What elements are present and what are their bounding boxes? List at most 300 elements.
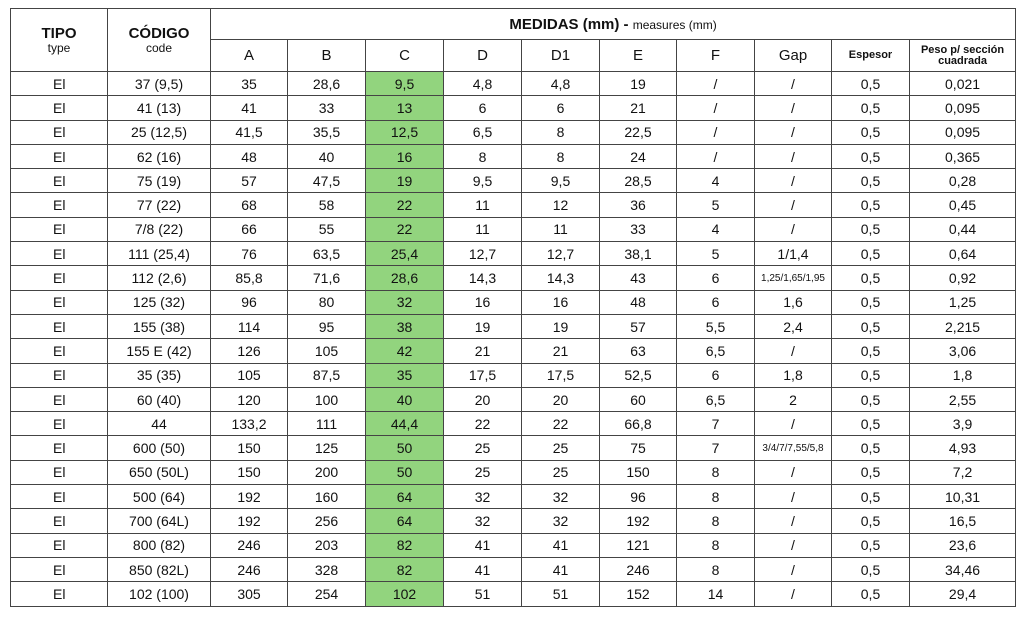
- cell-espesor: 0,5: [832, 460, 910, 484]
- cell-b: 125: [288, 436, 366, 460]
- cell-a: 35: [211, 72, 288, 96]
- cell-peso: 0,44: [910, 217, 1016, 241]
- medidas-label: MEDIDAS (mm) -: [509, 15, 629, 33]
- cell-gap: /: [755, 144, 832, 168]
- cell-d1: 22: [522, 412, 600, 436]
- cell-d1: 8: [522, 144, 600, 168]
- cell-tipo: El: [11, 144, 108, 168]
- table-row: [11, 582, 1016, 606]
- cell-tipo: El: [11, 582, 108, 606]
- cell-a: 57: [211, 169, 288, 193]
- cell-peso: 10,31: [910, 485, 1016, 509]
- cell-codigo: 25 (12,5): [108, 120, 211, 144]
- cell-a: 114: [211, 314, 288, 338]
- cell-espesor: 0,5: [832, 412, 910, 436]
- cell-f: 8: [677, 460, 755, 484]
- cell-a: 126: [211, 339, 288, 363]
- cell-tipo: El: [11, 509, 108, 533]
- col-header-gap: Gap: [755, 40, 832, 72]
- cell-c: 9,5: [366, 72, 444, 96]
- cell-espesor: 0,5: [832, 557, 910, 581]
- cell-codigo: 60 (40): [108, 387, 211, 411]
- medidas-en-label: measures (mm): [632, 17, 717, 32]
- cell-b: 203: [288, 533, 366, 557]
- table-row: [11, 314, 1016, 338]
- cell-b: 55: [288, 217, 366, 241]
- codigo-header: [108, 9, 211, 72]
- cell-codigo: 800 (82): [108, 533, 211, 557]
- cell-codigo: 77 (22): [108, 193, 211, 217]
- cell-codigo: 155 E (42): [108, 339, 211, 363]
- table-row: [11, 412, 1016, 436]
- table-row: [11, 169, 1016, 193]
- table-row: [11, 144, 1016, 168]
- cell-e: 52,5: [600, 363, 677, 387]
- cell-f: 6: [677, 290, 755, 314]
- table-row: [11, 242, 1016, 266]
- cell-codigo: 41 (13): [108, 96, 211, 120]
- cell-codigo: 700 (64L): [108, 509, 211, 533]
- cell-tipo: El: [11, 533, 108, 557]
- cell-f: 6: [677, 266, 755, 290]
- cell-d1: 20: [522, 387, 600, 411]
- cell-a: 192: [211, 485, 288, 509]
- cell-d1: 12: [522, 193, 600, 217]
- cell-codigo: 850 (82L): [108, 557, 211, 581]
- cell-d: 6: [444, 96, 522, 120]
- cell-d: 8: [444, 144, 522, 168]
- cell-tipo: El: [11, 387, 108, 411]
- cell-d: 19: [444, 314, 522, 338]
- cell-d: 32: [444, 485, 522, 509]
- cell-codigo: 102 (100): [108, 582, 211, 606]
- cell-a: 48: [211, 144, 288, 168]
- cell-b: 63,5: [288, 242, 366, 266]
- cell-b: 254: [288, 582, 366, 606]
- cell-b: 87,5: [288, 363, 366, 387]
- col-header-e: E: [600, 40, 677, 72]
- cell-d1: 21: [522, 339, 600, 363]
- cell-e: 152: [600, 582, 677, 606]
- cell-b: 105: [288, 339, 366, 363]
- cell-a: 68: [211, 193, 288, 217]
- cell-f: 5: [677, 193, 755, 217]
- cell-gap: 1,6: [755, 290, 832, 314]
- cell-gap: /: [755, 193, 832, 217]
- table-row: [11, 460, 1016, 484]
- cell-gap: 2,4: [755, 314, 832, 338]
- cell-peso: 3,06: [910, 339, 1016, 363]
- cell-espesor: 0,5: [832, 242, 910, 266]
- col-header-d1: D1: [522, 40, 600, 72]
- cell-b: 160: [288, 485, 366, 509]
- cell-c: 82: [366, 557, 444, 581]
- cell-b: 111: [288, 412, 366, 436]
- cell-espesor: 0,5: [832, 436, 910, 460]
- table-row: [11, 193, 1016, 217]
- cell-gap: /: [755, 339, 832, 363]
- cell-c: 22: [366, 193, 444, 217]
- cell-d1: 25: [522, 460, 600, 484]
- cell-tipo: El: [11, 193, 108, 217]
- cell-e: 121: [600, 533, 677, 557]
- cell-d1: 32: [522, 485, 600, 509]
- cell-gap: 2: [755, 387, 832, 411]
- cell-gap: /: [755, 557, 832, 581]
- tipo-header: [11, 9, 108, 72]
- cell-espesor: 0,5: [832, 533, 910, 557]
- cell-espesor: 0,5: [832, 387, 910, 411]
- cell-peso: 7,2: [910, 460, 1016, 484]
- cell-tipo: El: [11, 242, 108, 266]
- cell-f: 6,5: [677, 339, 755, 363]
- cell-d: 32: [444, 509, 522, 533]
- cell-c: 42: [366, 339, 444, 363]
- cell-e: 150: [600, 460, 677, 484]
- table-row: [11, 387, 1016, 411]
- cell-tipo: El: [11, 169, 108, 193]
- col-header-peso: Peso p/ sección cuadrada: [910, 40, 1016, 72]
- cell-d1: 41: [522, 533, 600, 557]
- cell-a: 246: [211, 557, 288, 581]
- cell-f: 7: [677, 412, 755, 436]
- cell-b: 47,5: [288, 169, 366, 193]
- cell-tipo: El: [11, 460, 108, 484]
- cell-e: 63: [600, 339, 677, 363]
- cell-gap: /: [755, 120, 832, 144]
- cell-b: 80: [288, 290, 366, 314]
- cell-d: 21: [444, 339, 522, 363]
- cell-c: 50: [366, 460, 444, 484]
- cell-espesor: 0,5: [832, 314, 910, 338]
- cell-d1: 41: [522, 557, 600, 581]
- cell-c: 82: [366, 533, 444, 557]
- cell-d1: 25: [522, 436, 600, 460]
- cell-f: 6,5: [677, 387, 755, 411]
- cell-tipo: El: [11, 412, 108, 436]
- table-row: [11, 96, 1016, 120]
- cell-d: 6,5: [444, 120, 522, 144]
- cell-codigo: 155 (38): [108, 314, 211, 338]
- cell-f: 8: [677, 509, 755, 533]
- cell-espesor: 0,5: [832, 120, 910, 144]
- cell-espesor: 0,5: [832, 339, 910, 363]
- cell-d1: 4,8: [522, 72, 600, 96]
- table-row: [11, 363, 1016, 387]
- cell-espesor: 0,5: [832, 169, 910, 193]
- cell-e: 28,5: [600, 169, 677, 193]
- cell-b: 33: [288, 96, 366, 120]
- cell-d: 11: [444, 193, 522, 217]
- cell-e: 75: [600, 436, 677, 460]
- cell-peso: 1,8: [910, 363, 1016, 387]
- cell-a: 192: [211, 509, 288, 533]
- cell-tipo: El: [11, 314, 108, 338]
- col-header-b: B: [288, 40, 366, 72]
- table-row: [11, 557, 1016, 581]
- cell-f: 14: [677, 582, 755, 606]
- cell-e: 48: [600, 290, 677, 314]
- cell-d1: 14,3: [522, 266, 600, 290]
- tipo-en-label: type: [47, 40, 71, 55]
- cell-d: 41: [444, 533, 522, 557]
- cell-codigo: 500 (64): [108, 485, 211, 509]
- cell-codigo: 112 (2,6): [108, 266, 211, 290]
- cell-d: 22: [444, 412, 522, 436]
- cell-peso: 0,021: [910, 72, 1016, 96]
- cell-tipo: El: [11, 339, 108, 363]
- cell-e: 66,8: [600, 412, 677, 436]
- cell-f: 8: [677, 533, 755, 557]
- cell-espesor: 0,5: [832, 582, 910, 606]
- col-header-f: F: [677, 40, 755, 72]
- cell-d1: 19: [522, 314, 600, 338]
- cell-a: 120: [211, 387, 288, 411]
- cell-c: 35: [366, 363, 444, 387]
- cell-f: /: [677, 144, 755, 168]
- cell-gap: /: [755, 460, 832, 484]
- cell-b: 35,5: [288, 120, 366, 144]
- cell-codigo: 125 (32): [108, 290, 211, 314]
- cell-c: 102: [366, 582, 444, 606]
- cell-peso: 16,5: [910, 509, 1016, 533]
- cell-e: 192: [600, 509, 677, 533]
- cell-c: 28,6: [366, 266, 444, 290]
- tipo-label: TIPO: [41, 24, 77, 42]
- table-row: [11, 339, 1016, 363]
- cell-b: 256: [288, 509, 366, 533]
- cell-a: 76: [211, 242, 288, 266]
- cell-a: 150: [211, 460, 288, 484]
- cell-espesor: 0,5: [832, 485, 910, 509]
- cell-e: 246: [600, 557, 677, 581]
- cell-b: 95: [288, 314, 366, 338]
- cell-peso: 0,28: [910, 169, 1016, 193]
- cell-gap: /: [755, 96, 832, 120]
- cell-codigo: 7/8 (22): [108, 217, 211, 241]
- col-header-d: D: [444, 40, 522, 72]
- measurements-table: [10, 8, 1016, 607]
- cell-d1: 51: [522, 582, 600, 606]
- cell-gap: /: [755, 217, 832, 241]
- cell-tipo: El: [11, 436, 108, 460]
- cell-c: 64: [366, 485, 444, 509]
- cell-peso: 23,6: [910, 533, 1016, 557]
- cell-c: 12,5: [366, 120, 444, 144]
- cell-b: 28,6: [288, 72, 366, 96]
- cell-b: 71,6: [288, 266, 366, 290]
- cell-f: 5: [677, 242, 755, 266]
- cell-f: 5,5: [677, 314, 755, 338]
- cell-a: 66: [211, 217, 288, 241]
- cell-peso: 3,9: [910, 412, 1016, 436]
- cell-e: 96: [600, 485, 677, 509]
- cell-espesor: 0,5: [832, 509, 910, 533]
- cell-d: 25: [444, 436, 522, 460]
- cell-gap: /: [755, 412, 832, 436]
- cell-c: 44,4: [366, 412, 444, 436]
- cell-espesor: 0,5: [832, 72, 910, 96]
- cell-gap: /: [755, 509, 832, 533]
- cell-gap: /: [755, 533, 832, 557]
- cell-peso: 29,4: [910, 582, 1016, 606]
- cell-d1: 17,5: [522, 363, 600, 387]
- cell-b: 40: [288, 144, 366, 168]
- cell-peso: 1,25: [910, 290, 1016, 314]
- cell-c: 32: [366, 290, 444, 314]
- cell-e: 22,5: [600, 120, 677, 144]
- cell-d1: 32: [522, 509, 600, 533]
- cell-espesor: 0,5: [832, 96, 910, 120]
- codigo-en-label: code: [145, 40, 173, 55]
- cell-d: 14,3: [444, 266, 522, 290]
- cell-d1: 16: [522, 290, 600, 314]
- cell-espesor: 0,5: [832, 290, 910, 314]
- table-row: [11, 436, 1016, 460]
- cell-c: 64: [366, 509, 444, 533]
- cell-a: 305: [211, 582, 288, 606]
- cell-tipo: El: [11, 96, 108, 120]
- cell-codigo: 111 (25,4): [108, 242, 211, 266]
- cell-d: 25: [444, 460, 522, 484]
- cell-b: 58: [288, 193, 366, 217]
- cell-a: 105: [211, 363, 288, 387]
- cell-gap: /: [755, 169, 832, 193]
- cell-e: 57: [600, 314, 677, 338]
- cell-e: 36: [600, 193, 677, 217]
- cell-codigo: 75 (19): [108, 169, 211, 193]
- cell-peso: 34,46: [910, 557, 1016, 581]
- cell-a: 150: [211, 436, 288, 460]
- codigo-label: CÓDIGO: [128, 24, 190, 42]
- cell-e: 43: [600, 266, 677, 290]
- cell-c: 19: [366, 169, 444, 193]
- cell-codigo: 35 (35): [108, 363, 211, 387]
- cell-c: 38: [366, 314, 444, 338]
- header-row-top: [11, 9, 1016, 40]
- cell-f: 8: [677, 485, 755, 509]
- cell-b: 100: [288, 387, 366, 411]
- cell-gap: /: [755, 485, 832, 509]
- cell-peso: 0,92: [910, 266, 1016, 290]
- cell-gap: 1/1,4: [755, 242, 832, 266]
- cell-peso: 0,095: [910, 120, 1016, 144]
- cell-a: 133,2: [211, 412, 288, 436]
- cell-tipo: El: [11, 290, 108, 314]
- cell-espesor: 0,5: [832, 217, 910, 241]
- cell-a: 246: [211, 533, 288, 557]
- cell-d1: 6: [522, 96, 600, 120]
- cell-tipo: El: [11, 557, 108, 581]
- cell-gap: 1,8: [755, 363, 832, 387]
- cell-espesor: 0,5: [832, 144, 910, 168]
- col-header-a: A: [211, 40, 288, 72]
- cell-f: 8: [677, 557, 755, 581]
- table-row: [11, 266, 1016, 290]
- cell-d: 12,7: [444, 242, 522, 266]
- cell-f: /: [677, 120, 755, 144]
- cell-a: 96: [211, 290, 288, 314]
- table-row: [11, 485, 1016, 509]
- cell-espesor: 0,5: [832, 193, 910, 217]
- cell-gap: /: [755, 72, 832, 96]
- cell-c: 13: [366, 96, 444, 120]
- cell-d1: 12,7: [522, 242, 600, 266]
- cell-peso: 4,93: [910, 436, 1016, 460]
- cell-e: 33: [600, 217, 677, 241]
- cell-e: 19: [600, 72, 677, 96]
- cell-gap: 3/4/7/7,55/5,8: [755, 436, 832, 460]
- cell-d1: 11: [522, 217, 600, 241]
- cell-peso: 0,365: [910, 144, 1016, 168]
- cell-codigo: 37 (9,5): [108, 72, 211, 96]
- cell-d: 9,5: [444, 169, 522, 193]
- cell-codigo: 650 (50L): [108, 460, 211, 484]
- table-row: [11, 217, 1016, 241]
- cell-tipo: El: [11, 485, 108, 509]
- cell-c: 25,4: [366, 242, 444, 266]
- cell-peso: 0,095: [910, 96, 1016, 120]
- cell-b: 328: [288, 557, 366, 581]
- cell-f: /: [677, 96, 755, 120]
- cell-peso: 0,45: [910, 193, 1016, 217]
- cell-b: 200: [288, 460, 366, 484]
- cell-d1: 9,5: [522, 169, 600, 193]
- cell-a: 85,8: [211, 266, 288, 290]
- cell-d: 4,8: [444, 72, 522, 96]
- table-row: [11, 290, 1016, 314]
- cell-codigo: 62 (16): [108, 144, 211, 168]
- cell-tipo: El: [11, 217, 108, 241]
- cell-d: 41: [444, 557, 522, 581]
- cell-peso: 0,64: [910, 242, 1016, 266]
- table-body: [11, 72, 1016, 607]
- cell-c: 22: [366, 217, 444, 241]
- col-header-c: C: [366, 40, 444, 72]
- cell-d1: 8: [522, 120, 600, 144]
- cell-f: 7: [677, 436, 755, 460]
- col-header-espesor: Espesor: [832, 40, 910, 72]
- cell-a: 41,5: [211, 120, 288, 144]
- cell-tipo: El: [11, 72, 108, 96]
- cell-d: 20: [444, 387, 522, 411]
- cell-espesor: 0,5: [832, 266, 910, 290]
- table-row: [11, 509, 1016, 533]
- cell-d: 16: [444, 290, 522, 314]
- cell-d: 11: [444, 217, 522, 241]
- cell-c: 40: [366, 387, 444, 411]
- cell-peso: 2,55: [910, 387, 1016, 411]
- cell-e: 38,1: [600, 242, 677, 266]
- cell-peso: 2,215: [910, 314, 1016, 338]
- cell-e: 21: [600, 96, 677, 120]
- cell-f: 6: [677, 363, 755, 387]
- cell-c: 50: [366, 436, 444, 460]
- cell-f: /: [677, 72, 755, 96]
- cell-d: 17,5: [444, 363, 522, 387]
- cell-f: 4: [677, 169, 755, 193]
- table-row: [11, 533, 1016, 557]
- cell-codigo: 44: [108, 412, 211, 436]
- cell-e: 60: [600, 387, 677, 411]
- cell-tipo: El: [11, 266, 108, 290]
- cell-d: 51: [444, 582, 522, 606]
- cell-espesor: 0,5: [832, 363, 910, 387]
- cell-tipo: El: [11, 363, 108, 387]
- cell-f: 4: [677, 217, 755, 241]
- cell-gap: /: [755, 582, 832, 606]
- cell-tipo: El: [11, 120, 108, 144]
